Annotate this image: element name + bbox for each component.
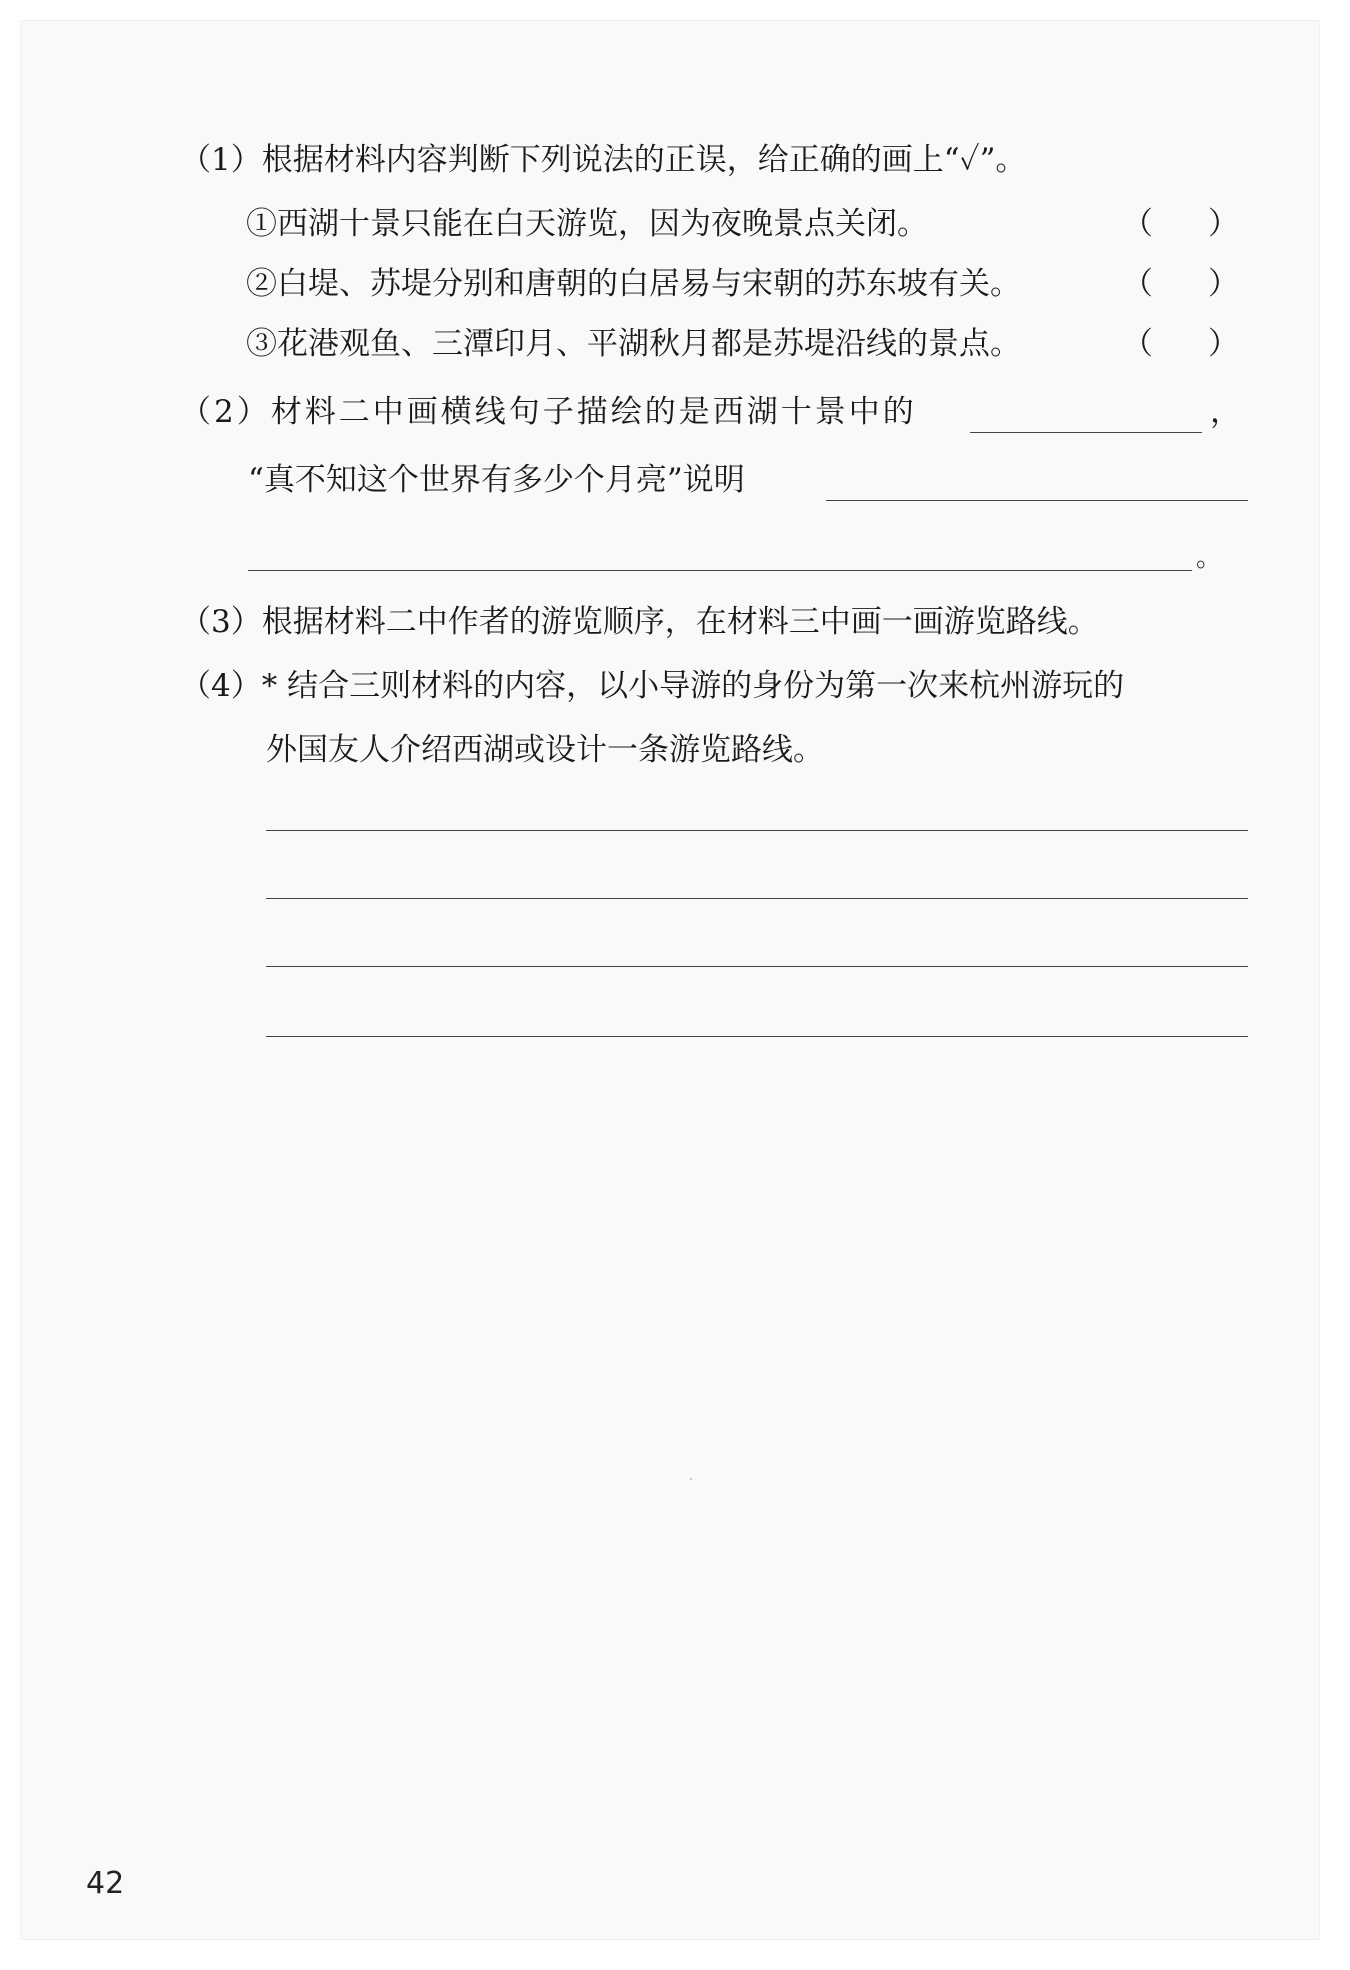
q1-item-3-paren-open: （ (1122, 326, 1153, 362)
q2-line-2: “真不知这个世界有多少个月亮”说明 (248, 462, 745, 498)
q1-item-2-paren-close: ） (1208, 266, 1239, 302)
q4-answer-line-1[interactable] (266, 830, 1248, 831)
page-number: 42 (86, 1866, 125, 1901)
q2-blank-3[interactable] (248, 570, 1192, 571)
q4-answer-line-4[interactable] (266, 1036, 1248, 1037)
q1-item-2: ②白堤、苏堤分别和唐朝的白居易与宋朝的苏东坡有关。 (246, 266, 1021, 302)
q1-item-2-answer-box[interactable] (1156, 260, 1204, 306)
q2-blank-1[interactable] (970, 432, 1202, 433)
q1-item-1-paren-close: ） (1208, 206, 1239, 242)
q1-item-1-paren-open: （ (1122, 206, 1153, 242)
q2-line-1: （2）材料二中画横线句子描绘的是西湖十景中的 (180, 394, 917, 430)
worksheet-page (20, 20, 1320, 1940)
q3-text: （3）根据材料二中作者的游览顺序，在材料三中画一画游览路线。 (180, 604, 1099, 640)
q4-answer-line-2[interactable] (266, 898, 1248, 899)
q1-item-2-paren-open: （ (1122, 266, 1153, 302)
q2-comma: ， (1210, 394, 1241, 430)
q1-item-1: ①西湖十景只能在白天游览，因为夜晚景点关闭。 (246, 206, 928, 242)
q4-answer-line-3[interactable] (266, 966, 1248, 967)
q4-line-2: 外国友人介绍西湖或设计一条游览路线。 (266, 732, 824, 768)
q1-item-3-answer-box[interactable] (1156, 320, 1204, 366)
q1-stem: （1）根据材料内容判断下列说法的正误，给正确的画上“✓”。 (180, 142, 1027, 178)
q2-blank-2[interactable] (826, 500, 1248, 501)
q2-period: 。 (1196, 543, 1223, 573)
q1-item-3-paren-close: ） (1208, 326, 1239, 362)
scan-speck (690, 1478, 692, 1480)
q1-item-1-answer-box[interactable] (1156, 200, 1204, 246)
q4-line-1: （4）* 结合三则材料的内容，以小导游的身份为第一次来杭州游玩的 (180, 668, 1125, 704)
q1-item-3: ③花港观鱼、三潭印月、平湖秋月都是苏堤沿线的景点。 (246, 326, 1021, 362)
